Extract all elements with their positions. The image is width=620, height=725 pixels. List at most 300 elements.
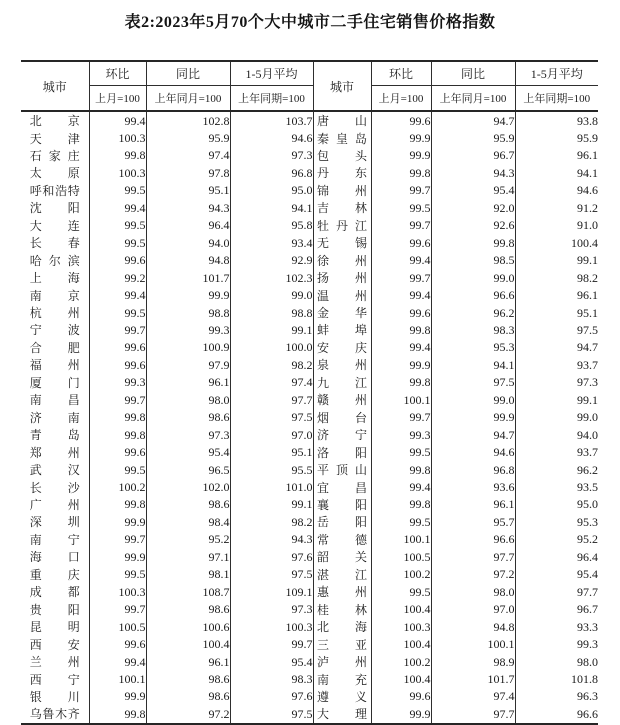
mom-value-cell: 99.2 xyxy=(89,269,146,286)
avg-value-cell: 97.7 xyxy=(230,391,313,408)
city-name: 金华 xyxy=(317,306,367,321)
yoy-value-cell: 94.3 xyxy=(431,164,515,181)
yoy-value-cell: 100.1 xyxy=(431,636,515,653)
city-name: 贵阳 xyxy=(29,602,80,617)
city-cell xyxy=(313,583,371,600)
city-cell xyxy=(313,496,371,513)
city-cell xyxy=(313,444,371,461)
avg-value-cell: 97.3 xyxy=(230,147,313,164)
city-cell xyxy=(313,479,371,496)
avg-value-cell: 96.4 xyxy=(577,549,598,564)
city-cell xyxy=(313,653,371,670)
city-cell xyxy=(21,287,89,304)
mom-value-cell: 99.6 xyxy=(89,636,146,653)
city-cell xyxy=(21,356,89,373)
city-name: 南昌 xyxy=(29,393,80,408)
avg-value-cell: 95.4 xyxy=(230,653,313,670)
yoy-value-cell: 97.5 xyxy=(431,374,515,391)
city-name: 遵义 xyxy=(317,690,367,704)
header-yoy-base-left: 上年同月=100 xyxy=(146,86,230,112)
header-yoy-left: 同比 xyxy=(146,61,230,86)
avg-value-cell: 98.2 xyxy=(230,356,313,373)
city-name: 广州 xyxy=(29,498,80,513)
city-name: 襄阳 xyxy=(317,498,367,513)
table-row xyxy=(21,513,598,530)
city-name: 太原 xyxy=(29,166,80,181)
yoy-value-cell: 100.6 xyxy=(146,618,230,635)
city-name: 南充 xyxy=(317,672,367,687)
yoy-value-cell: 94.0 xyxy=(146,234,230,251)
city-cell xyxy=(21,444,89,461)
mom-value-cell: 99.5 xyxy=(371,199,431,216)
mom-value-cell: 99.6 xyxy=(89,444,146,461)
yoy-value-cell: 93.6 xyxy=(431,479,515,496)
city-cell xyxy=(21,304,89,321)
yoy-value-cell: 97.4 xyxy=(431,688,515,705)
yoy-value-cell: 94.8 xyxy=(431,618,515,635)
city-name: 深圳 xyxy=(29,515,80,530)
mom-value-cell: 100.3 xyxy=(89,129,146,146)
avg-value-cell: 98.2 xyxy=(577,270,598,285)
city-name: 蚌埠 xyxy=(317,323,367,338)
city-name: 合肥 xyxy=(29,340,80,355)
avg-value-cell: 96.2 xyxy=(577,462,598,477)
city-name: 济宁 xyxy=(317,428,367,443)
yoy-value-cell: 96.1 xyxy=(431,496,515,513)
city-cell xyxy=(313,566,371,583)
city-cell xyxy=(313,618,371,635)
table-row xyxy=(21,339,598,356)
city-cell xyxy=(313,252,371,269)
avg-value-cell: 95.8 xyxy=(230,217,313,234)
table-row xyxy=(21,601,598,618)
city-name: 南宁 xyxy=(29,532,80,547)
table-row xyxy=(21,234,598,251)
table-row xyxy=(21,548,598,565)
mom-value-cell: 99.9 xyxy=(89,513,146,530)
table-row xyxy=(21,199,598,216)
city-name: 三亚 xyxy=(317,637,367,652)
yoy-value-cell: 94.8 xyxy=(146,252,230,269)
city-name: 大连 xyxy=(29,218,80,233)
avg-value-cell: 94.1 xyxy=(230,199,313,216)
table-row xyxy=(21,409,598,426)
yoy-value-cell: 97.7 xyxy=(431,705,515,723)
mom-value-cell: 99.5 xyxy=(371,513,431,530)
city-cell xyxy=(313,269,371,286)
table-title: 表2:2023年5月70个大中城市二手住宅销售价格指数 xyxy=(124,14,496,31)
city-name: 唐山 xyxy=(317,114,367,129)
city-name: 青岛 xyxy=(29,428,80,443)
table-row xyxy=(21,374,598,391)
price-index-table xyxy=(21,60,598,725)
header-mom-right: 环比 xyxy=(371,61,431,86)
mom-value-cell: 99.8 xyxy=(89,409,146,426)
table-row xyxy=(21,705,598,723)
yoy-value-cell: 99.9 xyxy=(431,409,515,426)
table-row xyxy=(21,531,598,548)
city-cell xyxy=(21,182,89,199)
yoy-value-cell: 97.0 xyxy=(431,601,515,618)
city-name: 呼和浩特 xyxy=(29,183,80,198)
table-row xyxy=(21,164,598,181)
yoy-value-cell: 95.3 xyxy=(431,339,515,356)
table-row xyxy=(21,444,598,461)
city-cell xyxy=(313,391,371,408)
city-cell xyxy=(313,356,371,373)
yoy-value-cell: 102.8 xyxy=(146,111,230,129)
avg-value-cell: 92.9 xyxy=(230,252,313,269)
city-name: 宜昌 xyxy=(317,480,367,495)
city-name: 济南 xyxy=(29,410,80,425)
mom-value-cell: 99.6 xyxy=(371,234,431,251)
city-name: 成都 xyxy=(29,585,80,600)
mom-value-cell: 99.7 xyxy=(371,409,431,426)
city-name: 惠州 xyxy=(317,585,367,600)
yoy-value-cell: 98.9 xyxy=(431,653,515,670)
city-cell xyxy=(313,164,371,181)
mom-value-cell: 99.9 xyxy=(371,129,431,146)
avg-value-cell: 96.8 xyxy=(230,164,313,181)
yoy-value-cell: 96.8 xyxy=(431,461,515,478)
city-name: 南京 xyxy=(29,288,80,303)
city-cell xyxy=(21,426,89,443)
city-name: 秦皇岛 xyxy=(317,131,367,146)
mom-value-cell: 99.4 xyxy=(371,339,431,356)
mom-value-cell: 100.2 xyxy=(89,479,146,496)
avg-value-cell: 96.3 xyxy=(577,689,598,704)
yoy-value-cell: 94.6 xyxy=(431,444,515,461)
yoy-value-cell: 98.5 xyxy=(431,252,515,269)
mom-value-cell: 99.6 xyxy=(89,339,146,356)
table-row xyxy=(21,129,598,146)
city-cell xyxy=(313,426,371,443)
table-row xyxy=(21,356,598,373)
city-name: 重庆 xyxy=(29,567,80,582)
mom-value-cell: 99.4 xyxy=(371,479,431,496)
city-name: 乌鲁木齐 xyxy=(29,707,80,722)
city-name: 大理 xyxy=(317,707,367,722)
yoy-value-cell: 97.9 xyxy=(146,356,230,373)
yoy-value-cell: 99.0 xyxy=(431,391,515,408)
yoy-value-cell: 98.6 xyxy=(146,688,230,705)
table-row xyxy=(21,496,598,513)
table-row xyxy=(21,688,598,705)
avg-value-cell: 96.1 xyxy=(577,288,598,303)
city-cell xyxy=(313,513,371,530)
mom-value-cell: 99.4 xyxy=(371,287,431,304)
city-cell xyxy=(21,147,89,164)
avg-value-cell: 99.0 xyxy=(577,410,598,425)
avg-value-cell: 95.0 xyxy=(230,182,313,199)
yoy-value-cell: 98.3 xyxy=(431,321,515,338)
avg-value-cell: 94.6 xyxy=(230,129,313,146)
mom-value-cell: 99.8 xyxy=(89,705,146,723)
avg-value-cell: 97.6 xyxy=(230,688,313,705)
table-row xyxy=(21,566,598,583)
mom-value-cell: 99.8 xyxy=(371,496,431,513)
yoy-value-cell: 95.2 xyxy=(146,531,230,548)
avg-value-cell: 93.3 xyxy=(577,619,598,634)
city-name: 温州 xyxy=(317,288,367,303)
city-name: 桂林 xyxy=(317,602,367,617)
avg-value-cell: 97.3 xyxy=(230,601,313,618)
mom-value-cell: 99.5 xyxy=(89,234,146,251)
yoy-value-cell: 98.6 xyxy=(146,409,230,426)
city-cell xyxy=(21,321,89,338)
city-cell xyxy=(21,583,89,600)
city-name: 西宁 xyxy=(29,672,80,687)
city-cell xyxy=(313,461,371,478)
avg-value-cell: 98.8 xyxy=(230,304,313,321)
yoy-value-cell: 94.1 xyxy=(431,356,515,373)
mom-value-cell: 100.2 xyxy=(371,653,431,670)
city-name: 长春 xyxy=(29,236,80,251)
city-cell xyxy=(21,409,89,426)
yoy-value-cell: 98.0 xyxy=(146,391,230,408)
mom-value-cell: 99.9 xyxy=(371,147,431,164)
table-row xyxy=(21,269,598,286)
mom-value-cell: 99.7 xyxy=(89,321,146,338)
yoy-value-cell: 96.4 xyxy=(146,217,230,234)
mom-value-cell: 99.3 xyxy=(89,374,146,391)
header-avg-right: 1-5月平均 xyxy=(515,61,598,86)
avg-value-cell: 93.5 xyxy=(577,480,598,495)
city-name: 吉林 xyxy=(317,201,367,216)
mom-value-cell: 100.3 xyxy=(89,583,146,600)
mom-value-cell: 100.3 xyxy=(89,164,146,181)
table-row xyxy=(21,217,598,234)
city-name: 海口 xyxy=(29,550,80,565)
table-row xyxy=(21,618,598,635)
city-name: 武汉 xyxy=(29,463,80,478)
city-name: 九江 xyxy=(317,375,367,390)
city-cell xyxy=(313,287,371,304)
yoy-value-cell: 95.9 xyxy=(146,129,230,146)
city-name: 包头 xyxy=(317,148,367,163)
avg-value-cell: 100.4 xyxy=(571,235,598,250)
avg-value-cell: 97.4 xyxy=(230,374,313,391)
table-row xyxy=(21,479,598,496)
city-cell xyxy=(21,391,89,408)
city-name: 扬州 xyxy=(317,271,367,286)
yoy-value-cell: 98.8 xyxy=(146,304,230,321)
yoy-value-cell: 96.2 xyxy=(431,304,515,321)
yoy-value-cell: 96.1 xyxy=(146,374,230,391)
mom-value-cell: 99.5 xyxy=(89,304,146,321)
table-row xyxy=(21,287,598,304)
yoy-value-cell: 98.6 xyxy=(146,671,230,688)
city-cell xyxy=(21,618,89,635)
city-cell xyxy=(313,129,371,146)
table-row xyxy=(21,252,598,269)
avg-value-cell: 97.3 xyxy=(577,375,598,390)
yoy-value-cell: 94.3 xyxy=(146,199,230,216)
yoy-value-cell: 101.7 xyxy=(431,671,515,688)
yoy-value-cell: 96.7 xyxy=(431,147,515,164)
city-name: 无锡 xyxy=(317,236,367,251)
avg-value-cell: 100.3 xyxy=(230,618,313,635)
mom-value-cell: 99.6 xyxy=(371,111,431,129)
city-name: 泸州 xyxy=(317,655,367,670)
avg-value-cell: 99.1 xyxy=(230,321,313,338)
city-cell xyxy=(21,269,89,286)
city-name: 西安 xyxy=(29,637,80,652)
city-name: 石家庄 xyxy=(29,148,80,163)
avg-value-cell: 95.1 xyxy=(577,305,598,320)
yoy-value-cell: 94.7 xyxy=(431,426,515,443)
mom-value-cell: 100.4 xyxy=(371,671,431,688)
avg-value-cell: 97.5 xyxy=(230,705,313,723)
header-yoy-base-right: 上年同月=100 xyxy=(431,86,515,112)
table-row xyxy=(21,391,598,408)
avg-value-cell: 93.7 xyxy=(577,445,598,460)
avg-value-cell: 91.2 xyxy=(577,200,598,215)
yoy-value-cell: 97.7 xyxy=(431,548,515,565)
yoy-value-cell: 92.0 xyxy=(431,199,515,216)
city-name: 平顶山 xyxy=(317,463,367,478)
avg-value-cell: 99.1 xyxy=(230,496,313,513)
mom-value-cell: 99.6 xyxy=(89,252,146,269)
city-cell xyxy=(21,199,89,216)
avg-value-cell: 101.8 xyxy=(571,672,598,687)
table-row xyxy=(21,147,598,164)
avg-value-cell: 94.7 xyxy=(577,340,598,355)
avg-value-cell: 97.5 xyxy=(577,322,598,337)
mom-value-cell: 99.9 xyxy=(89,548,146,565)
mom-value-cell: 100.1 xyxy=(371,391,431,408)
avg-value-cell: 95.5 xyxy=(230,461,313,478)
yoy-value-cell: 99.3 xyxy=(146,321,230,338)
city-cell xyxy=(21,164,89,181)
city-name: 烟台 xyxy=(317,410,367,425)
city-name: 北京 xyxy=(29,114,80,129)
mom-value-cell: 99.5 xyxy=(89,182,146,199)
avg-value-cell: 95.1 xyxy=(230,444,313,461)
header-city-left: 城市 xyxy=(21,61,89,111)
avg-value-cell: 96.7 xyxy=(577,602,598,617)
city-cell xyxy=(313,182,371,199)
city-name: 厦门 xyxy=(29,375,80,390)
city-name: 洛阳 xyxy=(317,445,367,460)
avg-value-cell: 94.1 xyxy=(577,165,598,180)
city-cell xyxy=(313,304,371,321)
avg-value-cell: 97.6 xyxy=(230,548,313,565)
header-mom-base-left: 上月=100 xyxy=(89,86,146,112)
mom-value-cell: 99.7 xyxy=(89,601,146,618)
city-cell xyxy=(21,671,89,688)
avg-value-cell: 95.0 xyxy=(577,497,598,512)
city-cell xyxy=(313,147,371,164)
mom-value-cell: 99.4 xyxy=(89,287,146,304)
header-mom-base-right: 上月=100 xyxy=(371,86,431,112)
yoy-value-cell: 96.1 xyxy=(146,653,230,670)
city-cell xyxy=(21,339,89,356)
mom-value-cell: 99.5 xyxy=(89,461,146,478)
table-row xyxy=(21,321,598,338)
city-cell xyxy=(21,636,89,653)
mom-value-cell: 100.2 xyxy=(371,566,431,583)
avg-value-cell: 102.3 xyxy=(230,269,313,286)
avg-value-cell: 94.3 xyxy=(230,531,313,548)
mom-value-cell: 100.3 xyxy=(371,618,431,635)
city-name: 上海 xyxy=(29,271,80,286)
yoy-value-cell: 97.3 xyxy=(146,426,230,443)
yoy-value-cell: 97.2 xyxy=(431,566,515,583)
avg-value-cell: 98.2 xyxy=(230,513,313,530)
avg-value-cell: 97.7 xyxy=(577,584,598,599)
mom-value-cell: 99.4 xyxy=(89,111,146,129)
city-cell xyxy=(21,461,89,478)
yoy-value-cell: 97.8 xyxy=(146,164,230,181)
yoy-value-cell: 95.1 xyxy=(146,182,230,199)
city-name: 岳阳 xyxy=(317,515,367,530)
mom-value-cell: 99.6 xyxy=(89,356,146,373)
header-city-right: 城市 xyxy=(313,61,371,111)
yoy-value-cell: 92.6 xyxy=(431,217,515,234)
city-cell xyxy=(21,234,89,251)
avg-value-cell: 109.1 xyxy=(230,583,313,600)
city-name: 兰州 xyxy=(29,655,80,670)
city-name: 天津 xyxy=(29,131,80,146)
city-cell xyxy=(21,653,89,670)
city-name: 福州 xyxy=(29,358,80,373)
mom-value-cell: 100.5 xyxy=(371,548,431,565)
table-row xyxy=(21,671,598,688)
mom-value-cell: 99.7 xyxy=(371,217,431,234)
mom-value-cell: 99.9 xyxy=(371,356,431,373)
yoy-value-cell: 98.6 xyxy=(146,601,230,618)
avg-value-cell: 98.0 xyxy=(577,654,598,669)
city-name: 湛江 xyxy=(317,567,367,582)
table-row xyxy=(21,583,598,600)
mom-value-cell: 99.8 xyxy=(89,147,146,164)
city-cell xyxy=(313,688,371,705)
mom-value-cell: 99.9 xyxy=(371,705,431,723)
avg-value-cell: 93.8 xyxy=(515,111,598,129)
city-cell xyxy=(313,234,371,251)
mom-value-cell: 99.4 xyxy=(89,199,146,216)
yoy-value-cell: 95.7 xyxy=(431,513,515,530)
city-cell xyxy=(21,111,89,129)
yoy-value-cell: 100.4 xyxy=(146,636,230,653)
city-name: 沈阳 xyxy=(29,201,80,216)
mom-value-cell: 99.7 xyxy=(371,269,431,286)
city-cell xyxy=(313,339,371,356)
yoy-value-cell: 108.7 xyxy=(146,583,230,600)
city-name: 牡丹江 xyxy=(317,218,367,233)
yoy-value-cell: 95.4 xyxy=(431,182,515,199)
yoy-value-cell: 99.9 xyxy=(146,287,230,304)
mom-value-cell: 99.5 xyxy=(89,566,146,583)
mom-value-cell: 99.5 xyxy=(371,444,431,461)
avg-value-cell: 99.7 xyxy=(230,636,313,653)
avg-value-cell: 99.0 xyxy=(230,287,313,304)
city-name: 常德 xyxy=(317,532,367,547)
mom-value-cell: 99.5 xyxy=(371,583,431,600)
mom-value-cell: 99.7 xyxy=(89,391,146,408)
header-yoy-right: 同比 xyxy=(431,61,515,86)
city-cell xyxy=(313,705,371,723)
avg-value-cell: 98.3 xyxy=(230,671,313,688)
mom-value-cell: 100.1 xyxy=(371,531,431,548)
city-name: 赣州 xyxy=(317,393,367,408)
avg-value-cell: 95.4 xyxy=(577,567,598,582)
city-cell xyxy=(313,531,371,548)
city-name: 韶关 xyxy=(317,550,367,565)
mom-value-cell: 99.7 xyxy=(371,182,431,199)
avg-value-cell: 99.1 xyxy=(577,253,598,268)
